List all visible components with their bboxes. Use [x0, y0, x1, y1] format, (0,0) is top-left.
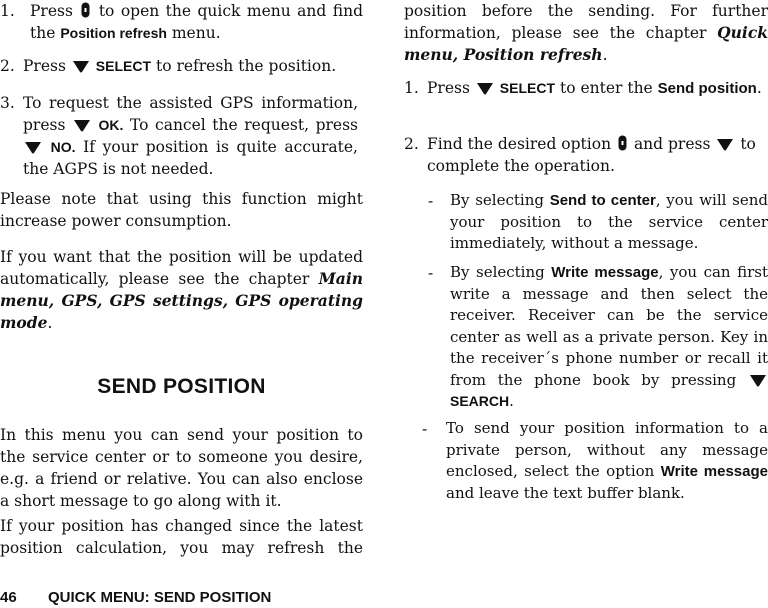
paragraph-auto-update: If you want that the position will be updated automatically, please see the chapter Main menu, GPS, GPS settings, GPS operating mode.: [0, 248, 363, 332]
option-name: Send to center: [549, 192, 656, 209]
step-text: Press SELECT to enter the Send position.: [427, 79, 762, 97]
step-text: Find the desired option and press to complete the operation.: [427, 135, 756, 175]
bullet-text: By selecting Send to center, you will send your position to the service center immediately, without a message.: [450, 191, 768, 252]
option-name: Write message: [551, 264, 659, 281]
footer-title: QUICK MENU: SEND POSITION: [48, 589, 272, 606]
key-label-no: NO.: [50, 139, 76, 155]
key-label: SELECT: [499, 80, 556, 96]
bullet-text: To send your position information to a private person, without any message enclosed, select the option Write message and leave the text buffer blank.: [446, 419, 768, 502]
step-number: 2.: [0, 57, 15, 75]
step-number: 1.: [0, 2, 15, 20]
option-name: Write message: [660, 463, 768, 480]
menu-name: Send position: [657, 80, 757, 97]
right-softkey-icon: [73, 61, 89, 73]
paragraph-continued: position before the sending. For further information, please see the chapter Quick menu, Position refresh.: [404, 2, 768, 64]
scroll-key-icon: [618, 135, 627, 151]
right-softkey-icon: [750, 375, 766, 387]
section-heading: SEND POSITION: [97, 375, 266, 398]
bullet-text: By selecting Write message, you can first write a message and then select the receiver. Receiver can be the service center as well as a private person. Key in the receiver´s phone number or recall it from the phone book by pressing SEARCH.: [450, 263, 768, 410]
paragraph-power: Please note that using this function might increase power consumption.: [0, 190, 363, 230]
bullet-dash: -: [428, 192, 434, 210]
step-number: 1.: [404, 79, 419, 97]
page-footer: [0, 588, 400, 608]
key-label: SEARCH: [450, 393, 510, 409]
left-softkey-icon: [25, 142, 41, 154]
scroll-key-icon: [81, 2, 90, 18]
step-number: 3.: [0, 94, 15, 112]
step-text: Press SELECT to refresh the position.: [23, 57, 337, 75]
chapter-reference: Main menu, GPS, GPS settings, GPS operating mode: [0, 269, 363, 332]
right-softkey-icon: [74, 120, 90, 132]
step-number: 2.: [404, 135, 419, 153]
bullet-dash: -: [422, 420, 428, 438]
paragraph-refresh: If your position has changed since the latest position calculation, you may refresh the: [0, 517, 363, 557]
page-number: 46: [0, 589, 17, 606]
paragraph-intro: In this menu you can send your position to the service center or to someone you desire, e.g. a friend or relative. You can also enclose a short message to go along with it.: [0, 426, 363, 510]
right-softkey-icon: [477, 83, 493, 95]
chapter-reference: Quick menu, Position refresh: [404, 23, 768, 64]
step-text: To request the assisted GPS information, press OK. To cancel the request, press NO. If your position is quite accurate, the AGPS is not needed.: [23, 94, 358, 178]
bullet-dash: -: [428, 264, 434, 282]
menu-name: Position refresh: [60, 25, 167, 41]
key-label-ok: OK.: [98, 117, 124, 133]
step-text: Press to open the quick menu and find the Position refresh menu.: [30, 2, 363, 42]
key-label: SELECT: [95, 58, 152, 74]
right-softkey-icon: [717, 139, 733, 151]
